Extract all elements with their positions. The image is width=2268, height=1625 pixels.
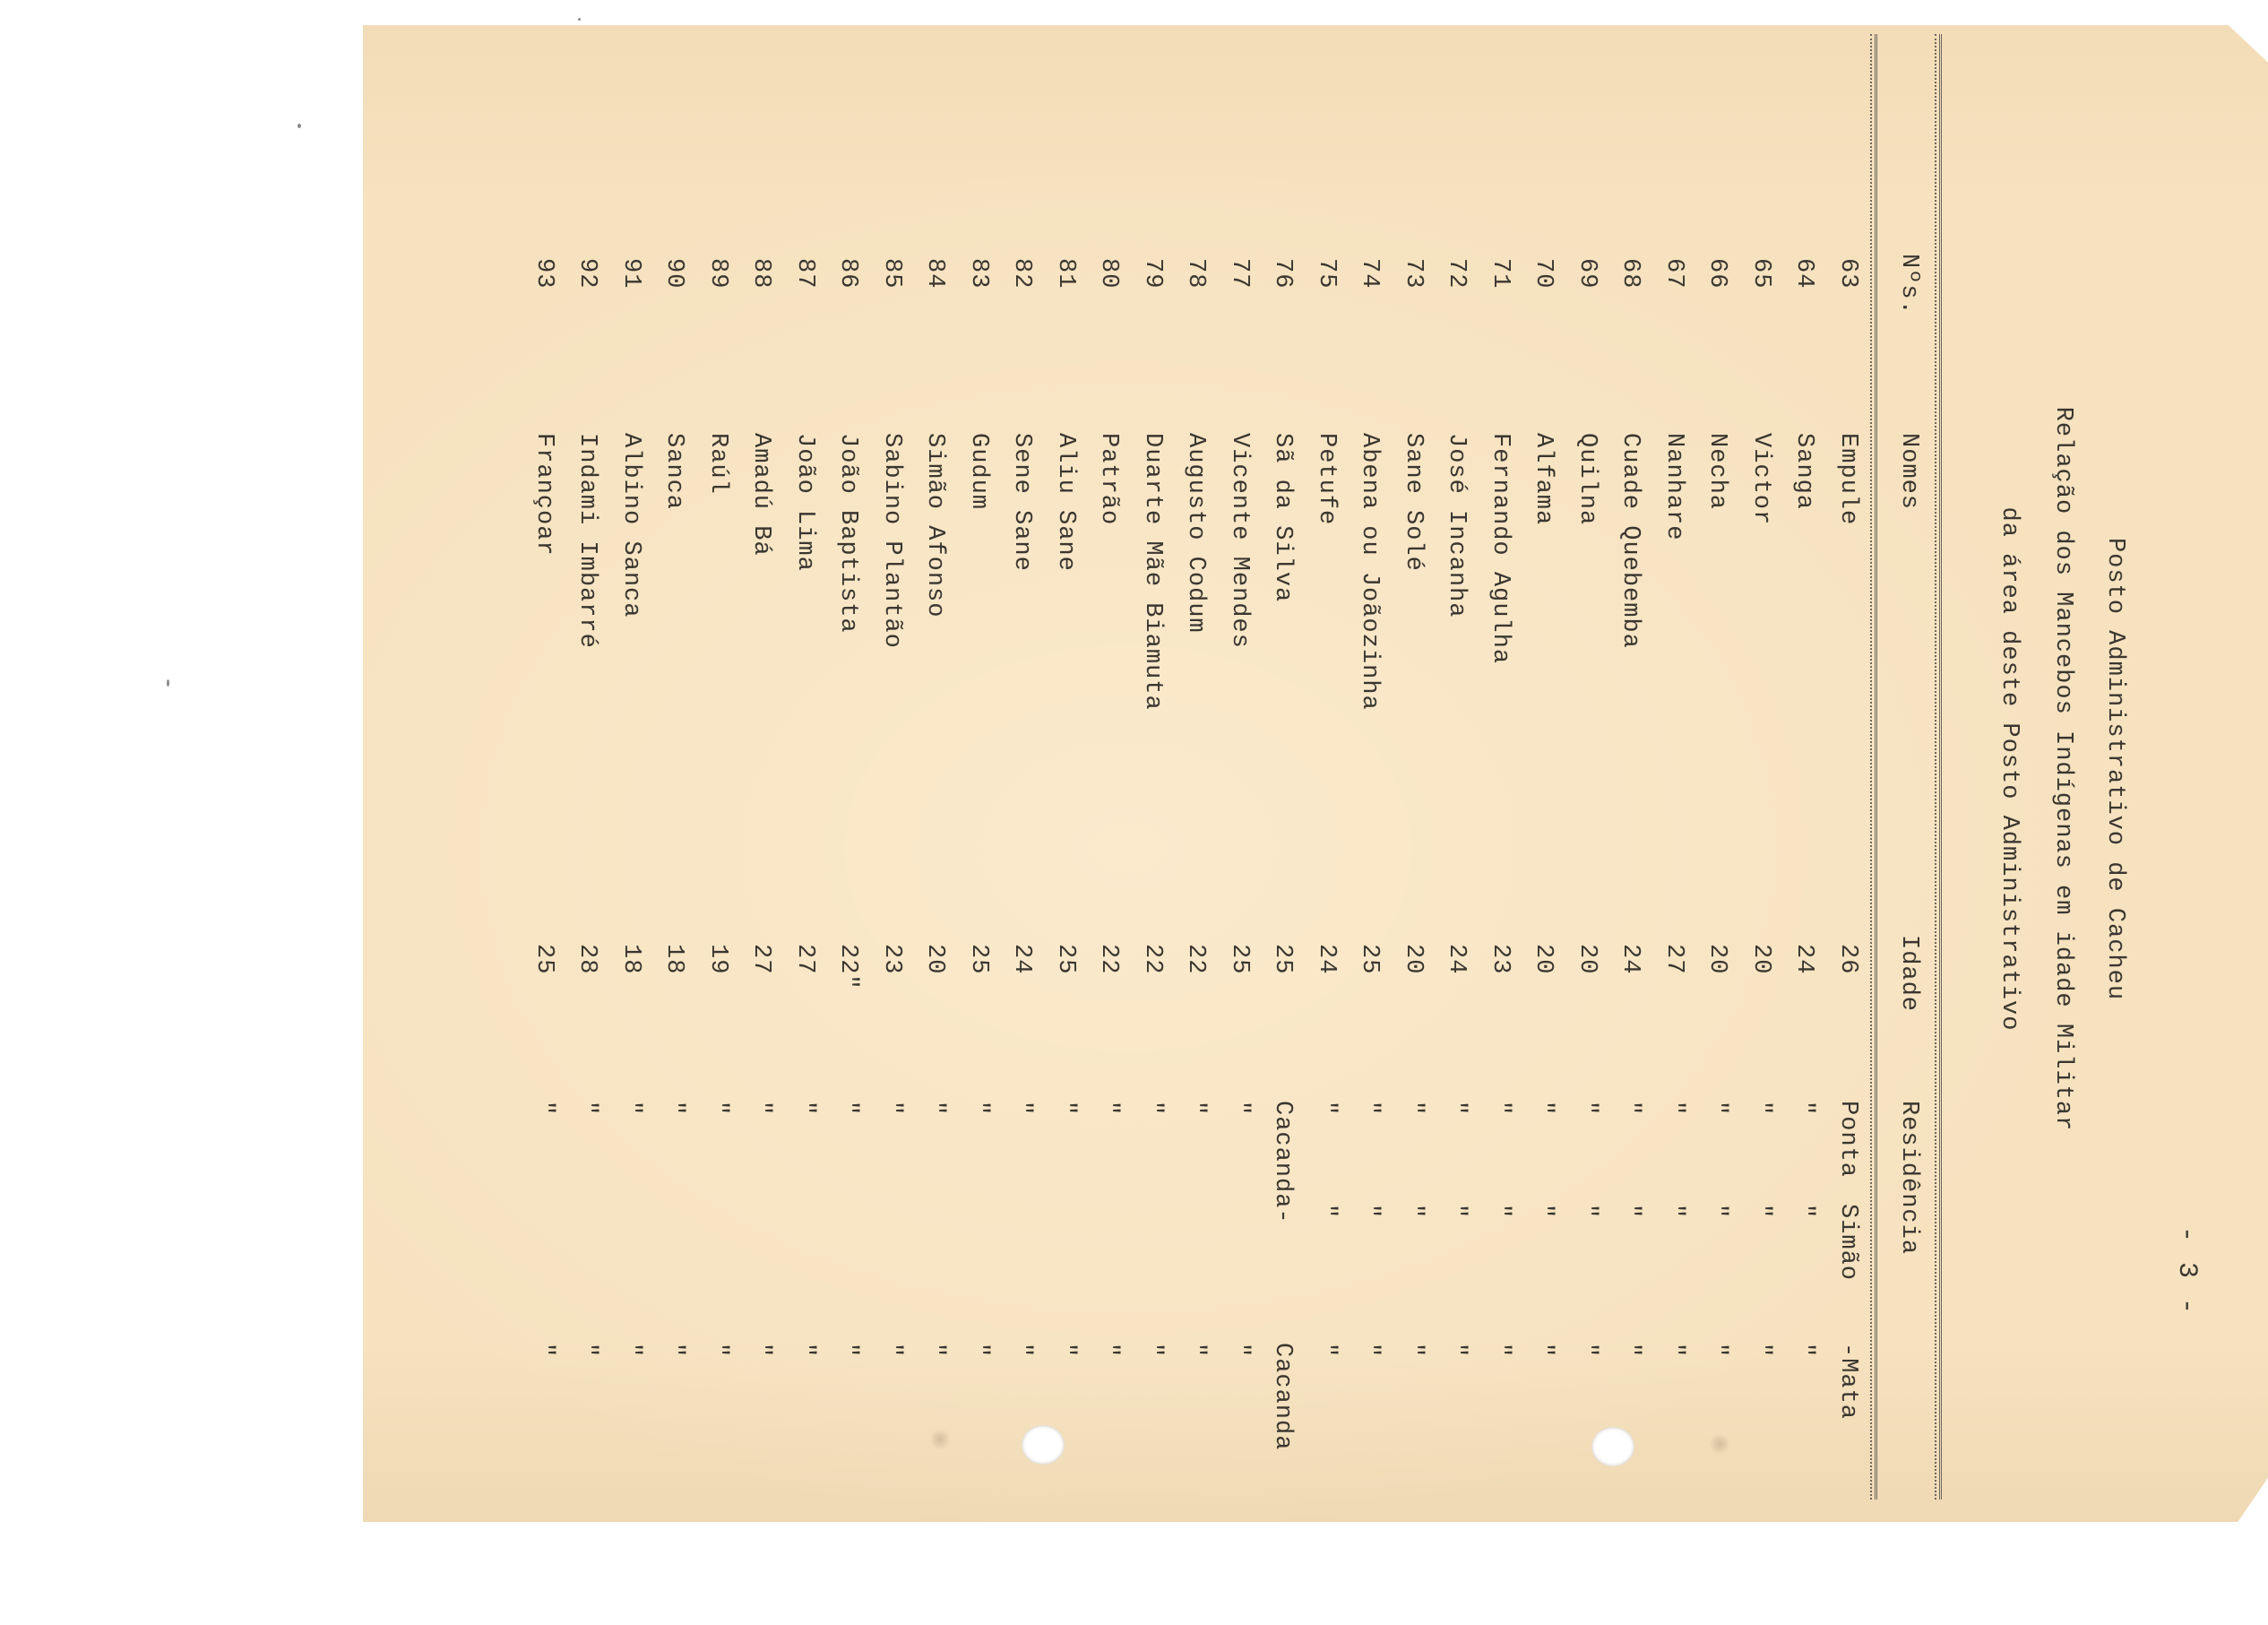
row-age: 18 [617,944,644,975]
row-residence-2: " [1660,1204,1687,1220]
row-residence-2: " [1790,1204,1818,1220]
row-age: 23 [878,944,905,975]
row-name: Nanhare [1660,433,1687,541]
row-number: 66 [1703,258,1731,290]
row-age: 20 [1703,944,1731,975]
row-age: 24 [1790,944,1818,975]
row-residence-1: " [1095,1101,1123,1117]
header-rule-bottom [1875,34,1877,1500]
row-residence-1: " [573,1101,601,1117]
row-residence-1: " [965,1101,992,1117]
title-line-2: Relação dos Mancebos Indígenas em idade Militar [2049,406,2076,1132]
row-residence-3: " [834,1343,862,1359]
table-row [1731,25,1774,1513]
row-residence-1: " [1487,1101,1513,1117]
row-residence-1: " [1139,1101,1166,1117]
row-age: 20 [1400,944,1427,975]
row-number: 68 [1617,258,1644,290]
row-residence-1: " [747,1101,775,1117]
row-residence-2: " [1313,1204,1340,1220]
row-age: 20 [1530,944,1557,975]
row-residence-3: " [1052,1343,1079,1359]
row-name: Aliu Sane [1052,433,1079,572]
row-residence-3: " [1703,1343,1731,1359]
row-residence-3: Cacanda [1269,1343,1297,1451]
row-name: Sane Solé [1400,433,1427,572]
row-name: Empule [1834,433,1861,526]
header-age: Idade [1895,935,1922,1013]
row-residence-3: " [791,1343,818,1359]
row-number: 79 [1139,258,1166,290]
row-residence-3: " [530,1343,557,1359]
row-residence-1: " [1703,1101,1731,1117]
row-age: 23 [1487,944,1513,975]
row-age: 26 [1834,944,1861,975]
row-name: Sanca [660,433,688,511]
row-age: 27 [1660,944,1687,975]
row-residence-2: " [1356,1204,1384,1220]
row-residence-1: " [1443,1101,1470,1117]
row-age: 24 [1617,944,1644,975]
row-age: 24 [1313,944,1340,975]
table-row [1210,25,1253,1513]
row-number: 85 [878,258,905,290]
row-number: 83 [965,258,992,290]
table-row [1644,25,1687,1513]
table-row [1080,25,1123,1513]
table-row [1557,25,1600,1513]
row-age: 28 [573,944,601,975]
row-number: 74 [1356,258,1384,290]
row-residence-2: " [1703,1204,1731,1220]
row-residence-3: " [1139,1343,1166,1359]
table-row [1341,25,1384,1513]
row-age: 25 [1269,944,1297,975]
row-age: 20 [921,944,949,975]
row-number: 71 [1487,258,1513,290]
table-row [1775,25,1818,1513]
row-age: 20 [1574,944,1600,975]
row-residence-3: " [1574,1343,1600,1359]
row-name: Sã da Silva [1269,433,1297,603]
dust-speck [578,18,581,21]
row-residence-1: " [1530,1101,1557,1117]
row-residence-1: " [1313,1101,1340,1117]
rotated-document [530,25,2218,1513]
row-number: 84 [921,258,949,290]
row-name: Sabino Plantão [878,433,905,649]
row-name: Augusto Codum [1182,433,1210,634]
table-row [1514,25,1557,1513]
row-residence-2: " [1530,1204,1557,1220]
row-residence-3: " [573,1343,601,1359]
row-residence-3: " [1008,1343,1036,1359]
row-age: 24 [1008,944,1036,975]
row-residence-3: " [921,1343,949,1359]
table-row [906,25,949,1513]
row-number: 76 [1269,258,1297,290]
row-number: 70 [1530,258,1557,290]
table-row [558,25,601,1513]
table-row [1123,25,1166,1513]
row-residence-3: " [1182,1343,1210,1359]
row-residence-1: " [878,1101,905,1117]
row-age: 22 [1139,944,1166,975]
row-number: 82 [1008,258,1036,290]
row-name: Alfama [1530,433,1557,526]
table-row [1254,25,1297,1513]
row-residence-1: " [1226,1101,1253,1117]
row-age: 27 [791,944,818,975]
table-row [1470,25,1513,1513]
row-number: 87 [791,258,818,290]
row-residence-3: " [1530,1343,1557,1359]
row-number: 93 [530,258,557,290]
row-residence-1: " [1356,1101,1384,1117]
row-name: Amadú Bá [747,433,775,557]
row-age: 19 [704,944,731,975]
row-age: 27 [747,944,775,975]
dust-speck [167,679,169,687]
row-residence-2: " [1747,1204,1774,1220]
table-row [1167,25,1210,1513]
row-residence-1: " [1052,1101,1079,1117]
row-residence-3: -Mata [1834,1343,1861,1421]
page-number: - 3 - [2171,1226,2202,1317]
row-age: 25 [1052,944,1079,975]
row-residence-1: " [704,1101,731,1117]
row-number: 63 [1834,258,1861,290]
row-number: 90 [660,258,688,290]
table-row [601,25,644,1513]
row-name: Simão Afonso [921,433,949,618]
row-number: 89 [704,258,731,290]
row-residence-1: " [660,1101,688,1117]
table-row [1601,25,1644,1513]
row-number: 88 [747,258,775,290]
row-age: 24 [1443,944,1470,975]
row-residence-3: " [617,1343,644,1359]
header-names: Nomes [1895,433,1922,511]
row-residence-1: Ponta [1834,1101,1861,1179]
table-row [645,25,688,1513]
row-number: 81 [1052,258,1079,290]
row-name: Petufe [1313,433,1340,526]
row-number: 91 [617,258,644,290]
row-residence-1: Cacanda- [1269,1101,1297,1224]
dust-speck [298,124,301,128]
row-name: Albino Sanca [617,433,644,618]
row-number: 73 [1400,258,1427,290]
table-row [819,25,862,1513]
row-residence-3: " [1400,1343,1427,1359]
row-name: Patrão [1095,433,1123,526]
row-name: Raúl [704,433,731,495]
row-residence-3: " [1790,1343,1818,1359]
row-residence-1: " [617,1101,644,1117]
row-name: Abena ou Joãozinha [1356,433,1384,711]
row-number: 86 [834,258,862,290]
row-residence-2: " [1487,1204,1513,1220]
row-age: 25 [530,944,557,975]
row-residence-2: " [1617,1204,1644,1220]
row-name: Victor [1747,433,1774,526]
row-age: 25 [1226,944,1253,975]
row-age: 22 [1095,944,1123,975]
title-line-1: Posto Administrativo de Cacheu [2101,537,2128,1001]
row-residence-3: " [1313,1343,1340,1359]
row-name: Fernando Agulha [1487,433,1513,665]
row-residence-3: " [1095,1343,1123,1359]
row-residence-2: " [1443,1204,1470,1220]
table-row [775,25,818,1513]
row-residence-1: " [1574,1101,1600,1117]
row-age: 18 [660,944,688,975]
row-residence-2: Simão [1834,1204,1861,1282]
row-name: Duarte Mãe Biamuta [1139,433,1166,711]
header-residence: Residência [1895,1101,1922,1256]
row-number: 64 [1790,258,1818,290]
row-name: Cuade Quebemba [1617,433,1644,649]
row-residence-1: " [1790,1101,1818,1117]
table-row [688,25,731,1513]
table-row [993,25,1036,1513]
table-row [1384,25,1427,1513]
row-number: 67 [1660,258,1687,290]
row-number: 80 [1095,258,1123,290]
row-name: Sanga [1790,433,1818,511]
row-residence-1: " [1617,1101,1644,1117]
row-residence-3: " [1443,1343,1470,1359]
table-row [862,25,905,1513]
table-row [732,25,775,1513]
row-name: João Baptista [834,433,862,634]
row-number: 69 [1574,258,1600,290]
row-residence-3: " [1356,1343,1384,1359]
row-name: Vicente Mendes [1226,433,1253,649]
row-residence-2: " [1574,1204,1600,1220]
table-row [514,25,557,1513]
row-age: 20 [1747,944,1774,975]
row-name: Françoar [530,433,557,557]
row-residence-1: " [1747,1101,1774,1117]
table-row [1297,25,1340,1513]
row-residence-1: " [1008,1101,1036,1117]
row-residence-3: " [878,1343,905,1359]
row-name: Necha [1703,433,1731,511]
row-name: Indami Imbarré [573,433,601,649]
header-numbers: Nºs. [1895,254,1922,315]
header-rule-top [1939,34,1942,1500]
row-residence-1: " [921,1101,949,1117]
row-residence-3: " [660,1343,688,1359]
table-row [1427,25,1470,1513]
row-residence-1: " [530,1101,557,1117]
row-age: 22" [834,944,862,990]
row-name: João Lima [791,433,818,572]
row-residence-1: " [834,1101,862,1117]
row-residence-3: " [1487,1343,1513,1359]
row-number: 78 [1182,258,1210,290]
table-row [1036,25,1079,1513]
row-name: José Incanha [1443,433,1470,618]
row-number: 65 [1747,258,1774,290]
row-residence-1: " [1660,1101,1687,1117]
table-row [1688,25,1731,1513]
row-name: Quilna [1574,433,1600,526]
row-age: 25 [1356,944,1384,975]
row-number: 92 [573,258,601,290]
row-age: 25 [965,944,992,975]
row-residence-3: " [965,1343,992,1359]
row-residence-3: " [1747,1343,1774,1359]
row-residence-3: " [1617,1343,1644,1359]
row-number: 75 [1313,258,1340,290]
row-residence-3: " [1660,1343,1687,1359]
row-residence-3: " [1226,1343,1253,1359]
row-residence-3: " [747,1343,775,1359]
row-name: Sene Sane [1008,433,1036,572]
row-number: 72 [1443,258,1470,290]
title-line-3: da área deste Posto Administrativo [1996,506,2022,1032]
table-row [949,25,992,1513]
row-residence-3: " [704,1343,731,1359]
row-residence-1: " [791,1101,818,1117]
row-name: Gudum [965,433,992,511]
row-number: 77 [1226,258,1253,290]
table-row [1818,25,1861,1513]
row-age: 22 [1182,944,1210,975]
row-residence-1: " [1400,1101,1427,1117]
row-residence-1: " [1182,1101,1210,1117]
row-residence-2: " [1400,1204,1427,1220]
